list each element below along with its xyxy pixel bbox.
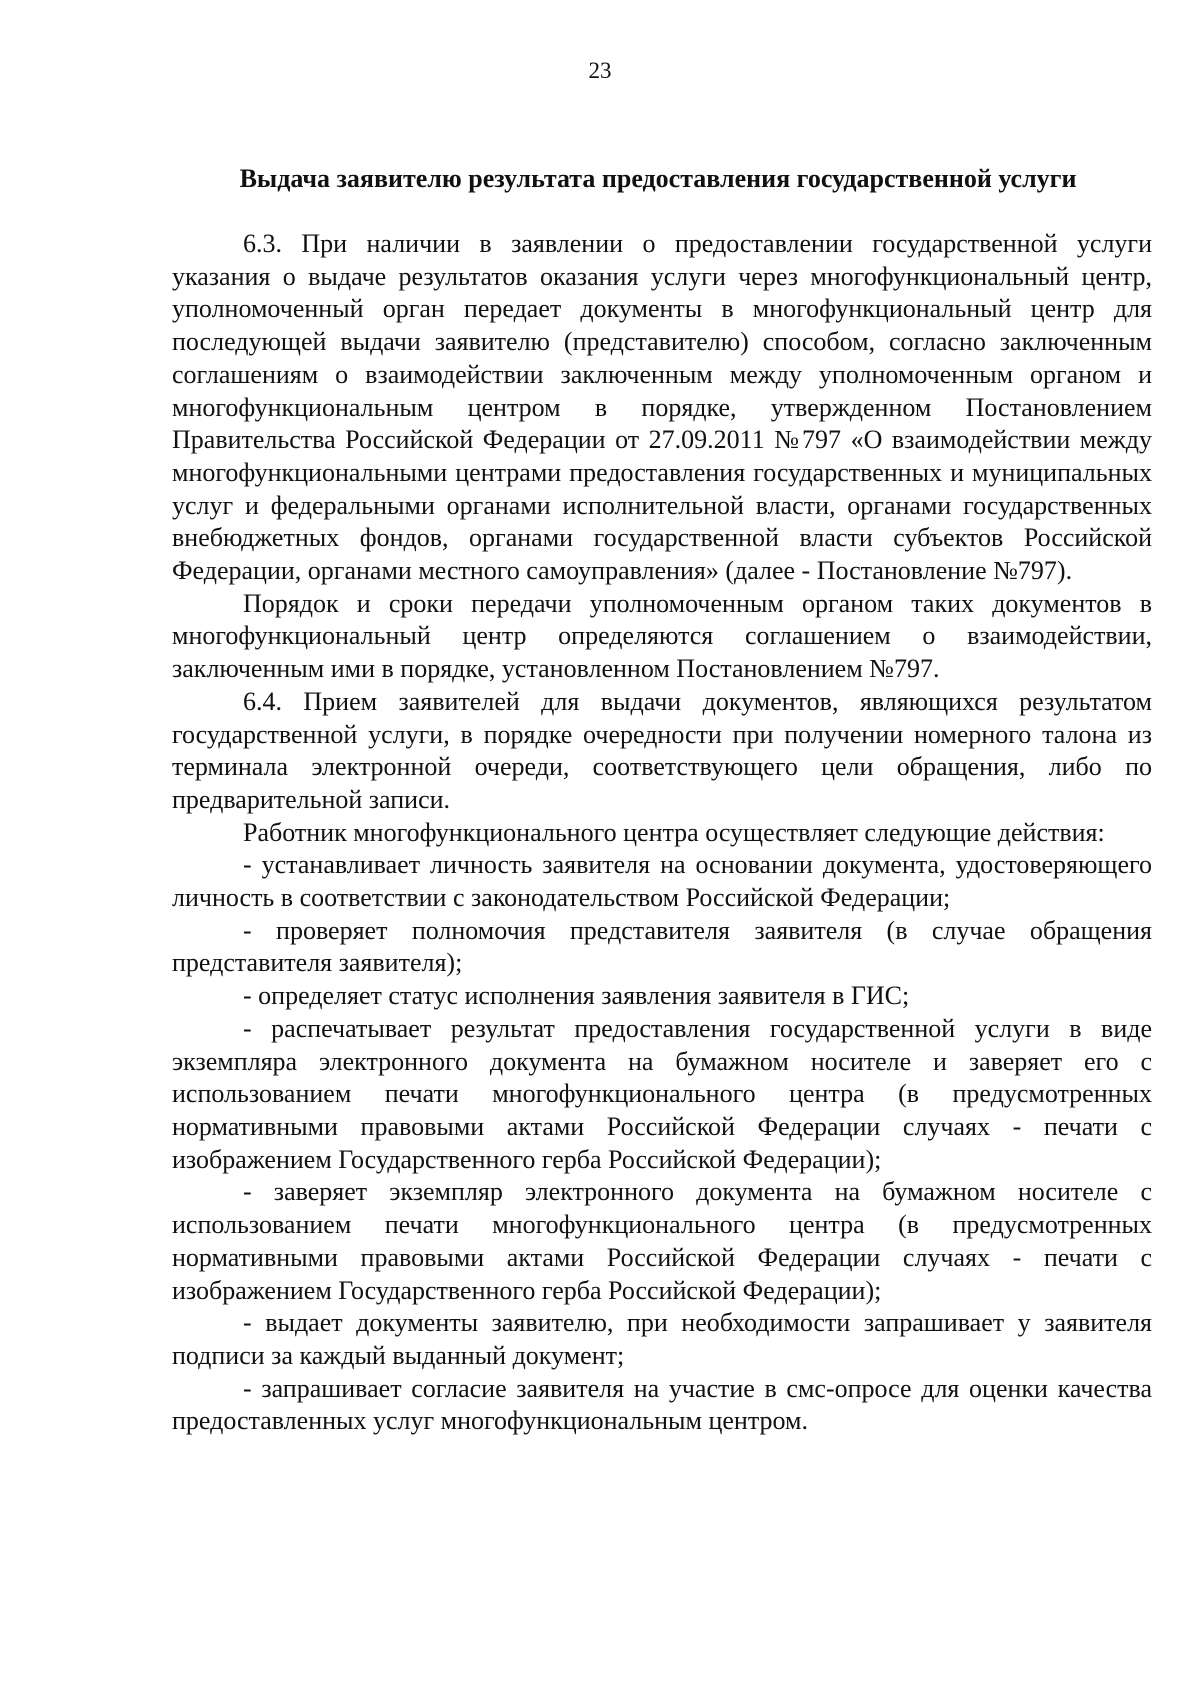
- list-item: - определяет статус исполнения заявления заявителя в ГИС;: [243, 981, 910, 1011]
- paragraph-procedure: Порядок и сроки передачи уполномоченным органом таких документов в многофункциональный центр определяются соглашением о взаимодействии, заключенным ими в порядке, установленном Постановлением №797.: [172, 588, 1152, 684]
- list-item: - проверяет полномочия представителя заявителя (в случае обращения представителя заявителя);: [172, 915, 1152, 978]
- document-body: [172, 228, 1152, 1438]
- list-item: - запрашивает согласие заявителя на участие в смс-опросе для оценки качества предоставленных услуг многофункциональным центром.: [172, 1373, 1152, 1436]
- list-item: - заверяет экземпляр электронного документа на бумажном носителе с использованием печати многофункционального центра (в предусмотренных нормативными правовыми актами Российской Федерации случаях - печати с изображением Государственного герба Российской Федерации);: [172, 1177, 1152, 1305]
- list-item: - распечатывает результат предоставления государственной услуги в виде экземпляра электронного документа на бумажном носителе и заверяет его с использованием печати многофункционального центра (в предусмотренных нормативными правовыми актами Российской Федерации случаях - печати с изображением Государственного герба Российской Федерации);: [172, 1013, 1152, 1174]
- paragraph-6-3: 6.3. При наличии в заявлении о предоставлении государственной услуги указания о выдаче результатов оказания услуги через многофункциональный центр, уполномоченный орган передает документы в многофункциональный центр для последующей выдачи заявителю (представителю) способом, согласно заключенным соглашениям о взаимодействии заключенным между уполномоченным органом и многофункциональным центром в порядке, утвержденном Постановлением Правительства Российской Федерации от 27.09.2011 №797 «О взаимодействии между многофункциональными центрами предоставления государственных и муниципальных услуг и федеральными органами исполнительной власти, органами государственных внебюджетных фондов, органами государственной власти субъектов Российской Федерации, органами местного самоуправления» (далее - Постановление №797).: [172, 229, 1152, 586]
- paragraph-worker-actions: Работник многофункционального центра осуществляет следующие действия:: [243, 817, 1105, 847]
- section-heading: Выдача заявителю результата предоставления государственной услуги: [239, 164, 1077, 193]
- list-item: - выдает документы заявителю, при необходимости запрашивает у заявителя подписи за каждый выданный документ;: [172, 1308, 1152, 1370]
- paragraph-6-4: 6.4. Прием заявителей для выдачи документов, являющихся результатом государственной услуги, в порядке очередности при получении номерного талона из терминала электронной очереди, соответствующего цели обращения, либо по предварительной записи.: [172, 686, 1152, 814]
- page-number: 23: [588, 58, 612, 83]
- list-item: - устанавливает личность заявителя на основании документа, удостоверяющего личность в соответствии с законодательством Российской Федерации;: [172, 850, 1152, 913]
